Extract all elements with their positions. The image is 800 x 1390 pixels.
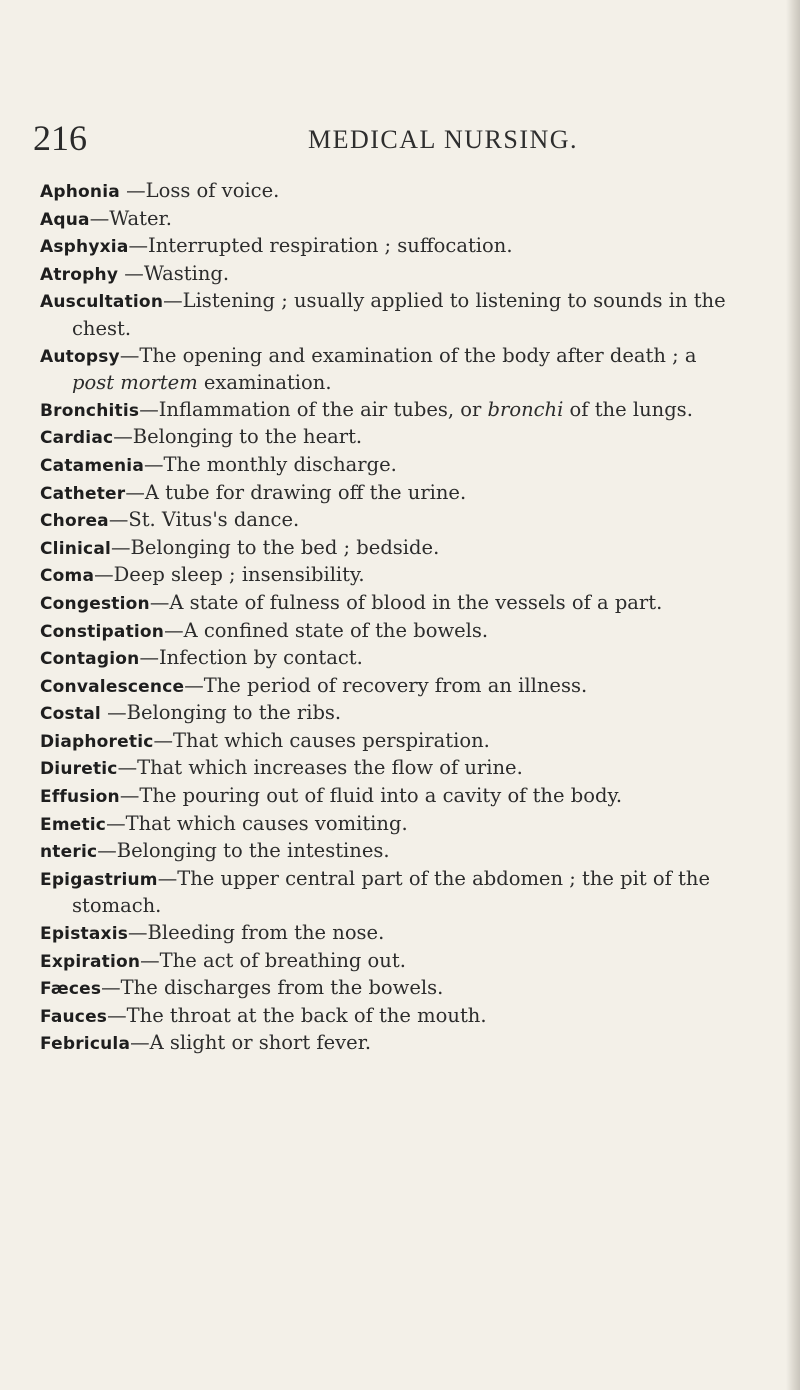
entry-term: Chorea (40, 511, 109, 532)
entry-dash: — (89, 206, 110, 230)
entry-dash: — (130, 1031, 150, 1055)
glossary-entry (40, 673, 740, 701)
definition-text: Inflammation of the air tubes, or (158, 397, 488, 421)
entry-dash: — (144, 452, 164, 476)
page-header (33, 118, 733, 158)
glossary-entry (40, 535, 740, 563)
entry-term: Bronchitis (40, 400, 140, 421)
definition-text: examination. (197, 371, 332, 395)
entry-term: Contagion (40, 649, 140, 670)
glossary-entry (40, 618, 740, 646)
entry-term: Fauces (40, 1006, 108, 1027)
glossary-entry (40, 233, 740, 261)
glossary-entry (40, 728, 740, 756)
glossary-entry (40, 562, 740, 590)
glossary-entry (40, 424, 740, 452)
entry-dash: — (140, 948, 160, 972)
entry-dash: — (118, 261, 144, 285)
entry-dash: — (139, 397, 159, 421)
entry-term: Congestion (40, 593, 150, 614)
glossary-entry (40, 838, 740, 866)
entry-term: nteric (40, 842, 98, 863)
glossary-entry (40, 480, 740, 508)
entry-definition: Listening ; usually applied to listening to sounds in the chest. (72, 289, 726, 340)
entry-definition: The upper central part of the abdomen ; the pit of the stomach. (72, 866, 710, 918)
glossary-entry (40, 1030, 740, 1058)
glossary-entry (40, 206, 740, 234)
entry-definition (72, 344, 697, 395)
entry-definition: That which causes vomiting. (125, 811, 408, 835)
glossary-entry (40, 590, 740, 618)
glossary-entry (40, 755, 740, 783)
page-edge-shadow (786, 0, 800, 1390)
entry-dash: — (163, 289, 183, 313)
entry-definition: Belonging to the heart. (132, 425, 363, 449)
glossary-entry (40, 866, 740, 920)
entry-term: Convalescence (40, 676, 185, 697)
glossary-entry (40, 1003, 740, 1031)
glossary-entry (40, 975, 740, 1003)
entry-definition: A tube for drawing off the urine. (144, 480, 467, 504)
entry-definition: Bleeding from the nose. (147, 921, 385, 945)
entry-term: Autopsy (40, 346, 120, 367)
entry-term: Cardiac (40, 428, 114, 449)
entry-definition: A slight or short fever. (149, 1031, 372, 1055)
entry-dash: — (128, 234, 148, 258)
entry-dash: — (106, 811, 126, 835)
entry-definition: Interrupted respiration ; suffocation. (148, 234, 513, 258)
entry-term: Aqua (40, 209, 90, 230)
glossary-entry (40, 397, 740, 425)
glossary-entry (40, 948, 740, 976)
glossary-entry (40, 811, 740, 839)
entry-definition: A confined state of the bowels. (183, 618, 489, 642)
entry-term: Aphonia (40, 182, 120, 202)
entry-dash: — (111, 535, 131, 559)
entry-definition: Belonging to the ribs. (126, 701, 342, 725)
entry-term: Clinical (40, 538, 112, 559)
entry-definition: St. Vitus's dance. (128, 508, 300, 532)
entry-term: Expiration (40, 951, 141, 972)
entry-dash: — (119, 343, 140, 367)
entry-definition: The act of breathing out. (159, 948, 406, 972)
entry-definition: The monthly discharge. (163, 452, 397, 476)
entry-definition: Loss of voice. (145, 179, 280, 202)
entry-dash: — (157, 866, 178, 890)
entry-dash: — (184, 673, 204, 697)
definition-italic-term: bronchi (487, 397, 564, 421)
entry-term: Coma (40, 566, 95, 587)
glossary-entries (40, 178, 740, 1058)
entry-term: Febricula (40, 1034, 131, 1055)
entry-term: Auscultation (40, 292, 164, 313)
entry-dash: — (153, 728, 174, 752)
entry-definition (159, 398, 693, 421)
entry-dash: — (107, 1003, 127, 1027)
running-title: MEDICAL NURSING. (308, 125, 579, 154)
glossary-entry (40, 700, 740, 728)
entry-term: Diuretic (40, 759, 118, 780)
entry-dash: — (117, 756, 138, 780)
entry-definition: Belonging to the intestines. (116, 839, 390, 863)
entry-dash: — (149, 590, 170, 614)
entry-term: Costal (40, 704, 101, 725)
entry-dash: — (100, 701, 127, 725)
entry-dash: — (119, 784, 140, 808)
entry-term: Atrophy (40, 264, 119, 285)
entry-dash: — (108, 508, 129, 532)
entry-definition: A state of fulness of blood in the vessels of a part. (169, 590, 663, 614)
entry-dash: — (119, 179, 146, 202)
entry-definition: Infection by contact. (158, 646, 363, 670)
entry-term: Epigastrium (40, 869, 158, 890)
glossary-entry (40, 261, 740, 289)
entry-dash: — (101, 976, 121, 1000)
entry-dash: — (139, 646, 159, 670)
entry-dash: — (97, 839, 117, 863)
glossary-entry (40, 783, 740, 811)
definition-text: The opening and examination of the body after death ; a (139, 343, 697, 367)
entry-dash: — (113, 425, 133, 449)
entry-definition: The discharges from the bowels. (120, 976, 444, 1000)
glossary-entry (40, 343, 740, 397)
glossary-entry (40, 288, 740, 342)
glossary-entry (40, 920, 740, 948)
entry-definition: The pouring out of fluid into a cavity of the body. (139, 784, 623, 808)
entry-definition: Belonging to the bed ; bedside. (130, 535, 440, 559)
definition-italic-term: post mortem (72, 371, 198, 395)
entry-definition: That which causes perspiration. (173, 728, 490, 752)
glossary-entry (40, 452, 740, 480)
entry-definition: Deep sleep ; insensibility. (113, 563, 365, 587)
entry-dash: — (94, 563, 114, 587)
entry-term: Emetic (40, 814, 107, 835)
entry-term: Epistaxis (40, 924, 129, 945)
entry-term: Asphyxia (40, 237, 129, 258)
definition-text: of the lungs. (563, 397, 693, 421)
entry-dash: — (128, 921, 148, 945)
entry-term: Constipation (40, 621, 165, 642)
entry-dash: — (164, 618, 184, 642)
entry-definition: The period of recovery from an illness. (203, 673, 588, 697)
glossary-entry (40, 645, 740, 673)
entry-term: Diaphoretic (40, 731, 154, 752)
glossary-entry (40, 507, 740, 535)
glossary-entry (40, 178, 740, 206)
entry-term: Effusion (40, 787, 120, 808)
entry-definition: The throat at the back of the mouth. (126, 1003, 487, 1027)
entry-term: Fæces (40, 979, 102, 1000)
entry-term: Catheter (40, 483, 126, 504)
entry-dash: — (125, 480, 145, 504)
entry-definition: That which increases the flow of urine. (137, 756, 523, 780)
entry-definition: Water. (109, 206, 172, 230)
entry-term: Catamenia (40, 455, 144, 476)
page-number: 216 (33, 118, 87, 158)
entry-definition: Wasting. (143, 261, 230, 285)
